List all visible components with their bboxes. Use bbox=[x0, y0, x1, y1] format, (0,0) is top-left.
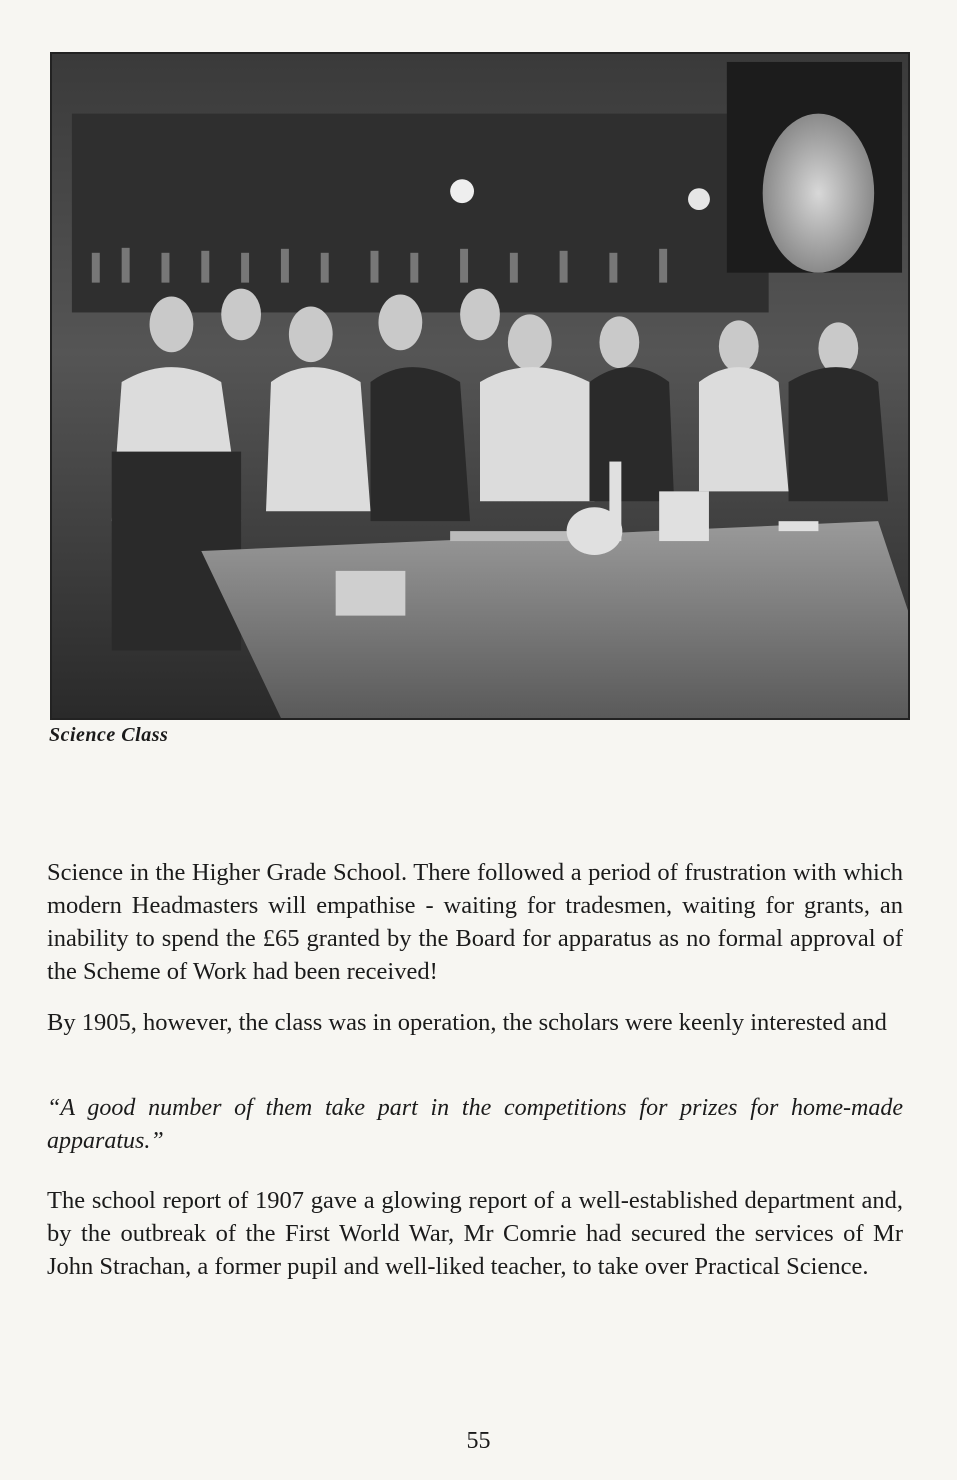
paragraph-2: By 1905, however, the class was in operation, the scholars were keenly interested and bbox=[47, 1009, 887, 1036]
paragraph-1: Science in the Higher Grade School. There followed a period of frustration with which modern Headmasters will empathise - waiting for tradesmen, waiting for grants, an inability to spend the £65 granted by the Board for apparatus as no formal approval of the Scheme of Work had been received! bbox=[47, 859, 903, 985]
paragraph-3: The school report of 1907 gave a glowing report of a well-established department and, by the outbreak of the First World War, Mr Comrie had secured the services of Mr John Strachan, a former pupil and well-liked teacher, to take over Practical Science. bbox=[47, 1187, 903, 1280]
photo-caption: Science Class bbox=[49, 724, 169, 746]
quote-paragraph: “A good number of them take part in the competitions for prizes for home-made apparatus.” bbox=[47, 1095, 903, 1154]
page-number: 55 bbox=[466, 1428, 491, 1454]
science-class-photo bbox=[50, 52, 910, 720]
photograph-icon bbox=[52, 54, 908, 718]
